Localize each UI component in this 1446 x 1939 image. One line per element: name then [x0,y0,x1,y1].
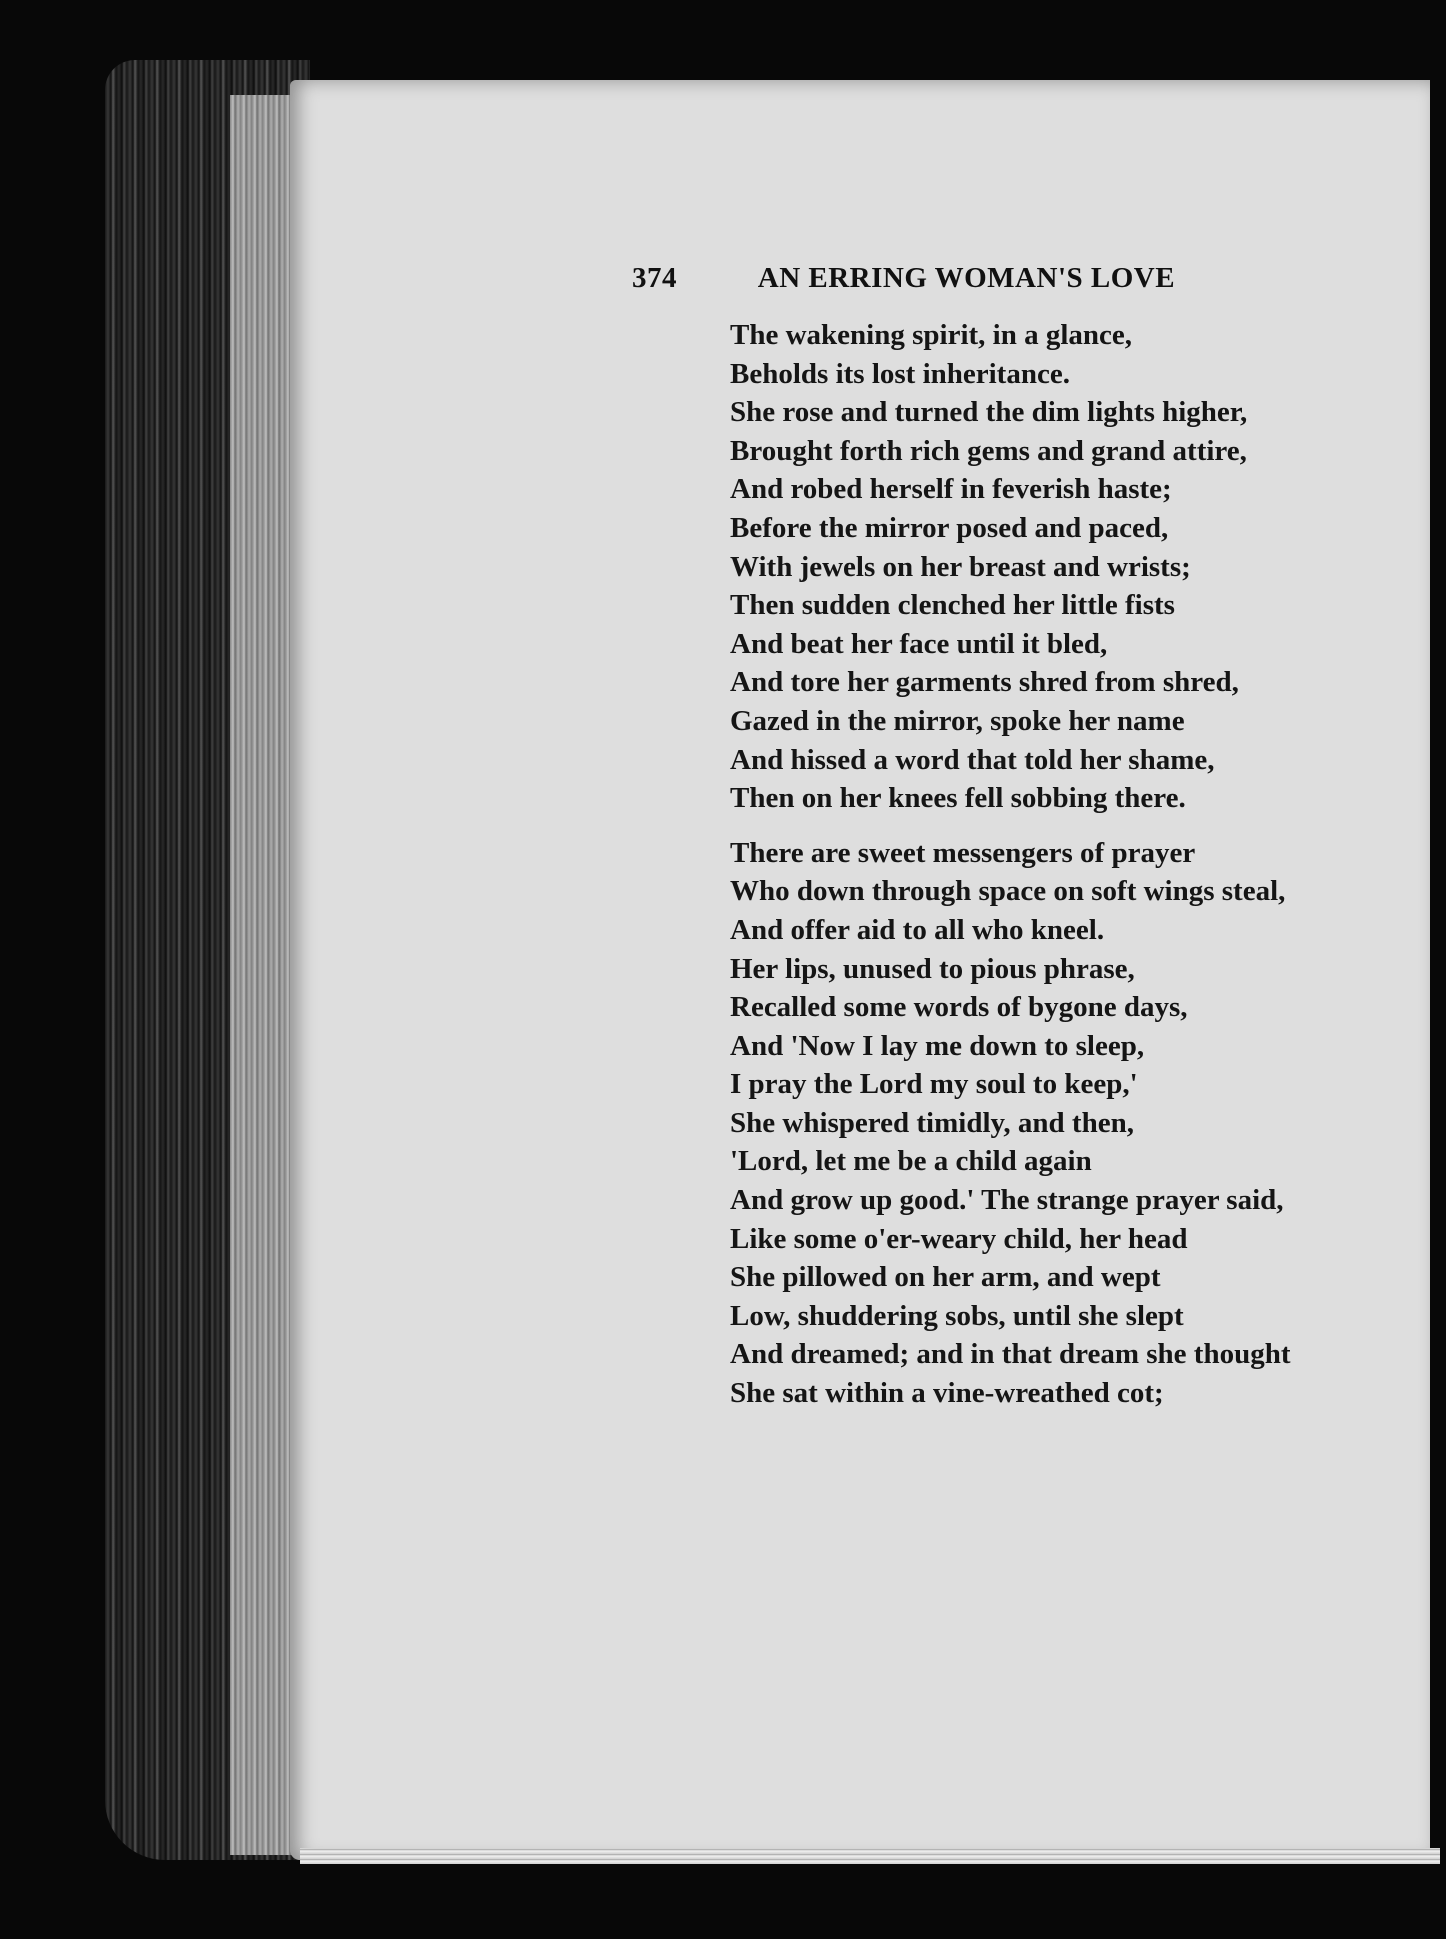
poem-line: And grow up good.' The strange prayer said, [730,1184,1284,1217]
poem-line: And offer aid to all who kneel. [730,913,1105,946]
poem-line: And dreamed; and in that dream she thought [730,1338,1291,1371]
poem-body [730,316,1291,1413]
poem-line: I pray the Lord my soul to keep,' [730,1068,1138,1101]
poem-line: With jewels on her breast and wrists; [730,550,1191,583]
poem-line: Then on her knees fell sobbing there. [730,782,1186,815]
poem-line: And hissed a word that told her shame, [730,743,1215,776]
stanza-1 [730,316,1291,818]
running-header [632,262,1175,295]
poem-line: Then sudden clenched her little fists [730,589,1175,622]
poem-line: And 'Now I lay me down to sleep, [730,1029,1145,1062]
stanza-2 [730,834,1291,1413]
poem-line: Beholds its lost inheritance. [730,357,1070,390]
poem-line: Gazed in the mirror, spoke her name [730,704,1185,737]
poem-line: She sat within a vine-wreathed cot; [730,1377,1164,1410]
poem-line: Before the mirror posed and paced, [730,511,1169,544]
poem-line: Low, shuddering sobs, until she slept [730,1299,1184,1332]
poem-line: Recalled some words of bygone days, [730,991,1188,1024]
poem-line: She whispered timidly, and then, [730,1106,1134,1139]
poem-line: Like some o'er-weary child, her head [730,1222,1188,1255]
poem-line: She pillowed on her arm, and wept [730,1261,1161,1294]
poem-line: Brought forth rich gems and grand attire, [730,434,1247,467]
poem-line: There are sweet messengers of prayer [730,836,1196,869]
page-number: 374 [632,262,677,294]
poem-line: Who down through space on soft wings steal, [730,875,1286,908]
poem-line: 'Lord, let me be a child again [730,1145,1092,1178]
poem-line: And robed herself in feverish haste; [730,473,1172,506]
poem-line: The wakening spirit, in a glance, [730,319,1133,351]
poem-line: She rose and turned the dim lights higher, [730,396,1248,429]
poem-line: Her lips, unused to pious phrase, [730,952,1135,985]
poem-line: And tore her garments shred from shred, [730,666,1239,699]
poem-line: And beat her face until it bled, [730,627,1108,660]
running-title: AN ERRING WOMAN'S LOVE [757,262,1176,294]
